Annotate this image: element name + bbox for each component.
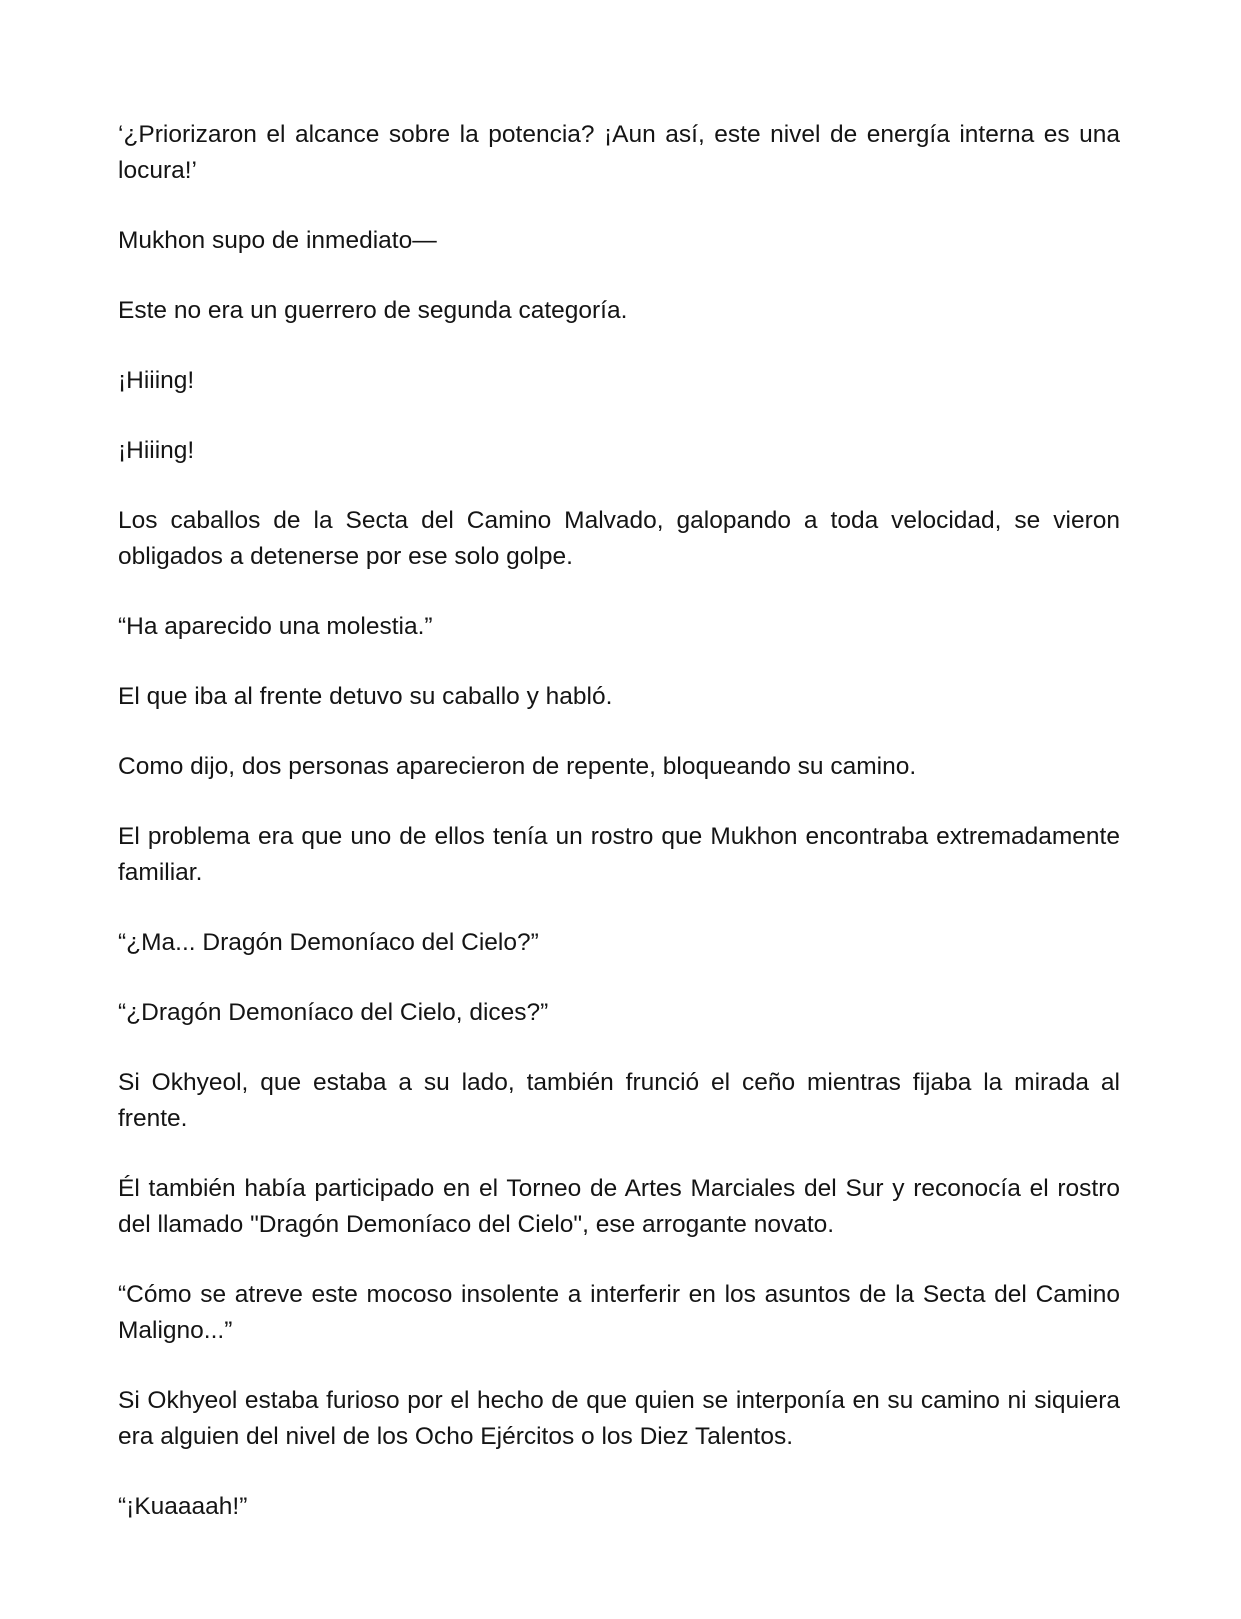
paragraph: ¡Hiiing! (118, 437, 195, 464)
paragraph: Mukhon supo de inmediato— (118, 227, 437, 254)
paragraph: “¿Ma... Dragón Demoníaco del Cielo?” (118, 929, 539, 956)
paragraph: Como dijo, dos personas aparecieron de repente, bloqueando su camino. (118, 753, 917, 780)
paragraph: El problema era que uno de ellos tenía un rostro que Mukhon encontraba extremadamente familiar. (118, 823, 1120, 886)
paragraph: Este no era un guerrero de segunda categoría. (118, 297, 628, 324)
paragraph: El que iba al frente detuvo su caballo y habló. (118, 683, 613, 710)
paragraph: ‘¿Priorizaron el alcance sobre la potencia? ¡Aun así, este nivel de energía interna es una locura!’ (118, 121, 1120, 184)
paragraph: “¿Dragón Demoníaco del Cielo, dices?” (118, 999, 549, 1026)
paragraph: Los caballos de la Secta del Camino Malvado, galopando a toda velocidad, se vieron obligados a detenerse por ese solo golpe. (118, 507, 1120, 570)
paragraph: Si Okhyeol estaba furioso por el hecho de que quien se interponía en su camino ni siquiera era alguien del nivel de los Ocho Ejércitos o los Diez Talentos. (118, 1387, 1120, 1450)
document-body (118, 117, 1120, 1559)
paragraph: “¡Kuaaaah!” (118, 1493, 248, 1520)
paragraph: “Cómo se atreve este mocoso insolente a interferir en los asuntos de la Secta del Camino Maligno...” (118, 1281, 1120, 1344)
paragraph: “Ha aparecido una molestia.” (118, 613, 433, 640)
paragraph: Él también había participado en el Torneo de Artes Marciales del Sur y reconocía el rostro del llamado "Dragón Demoníaco del Cielo", ese arrogante novato. (118, 1175, 1120, 1238)
paragraph: Si Okhyeol, que estaba a su lado, también frunció el ceño mientras fijaba la mirada al frente. (118, 1069, 1120, 1132)
paragraph: ¡Hiiing! (118, 367, 195, 394)
